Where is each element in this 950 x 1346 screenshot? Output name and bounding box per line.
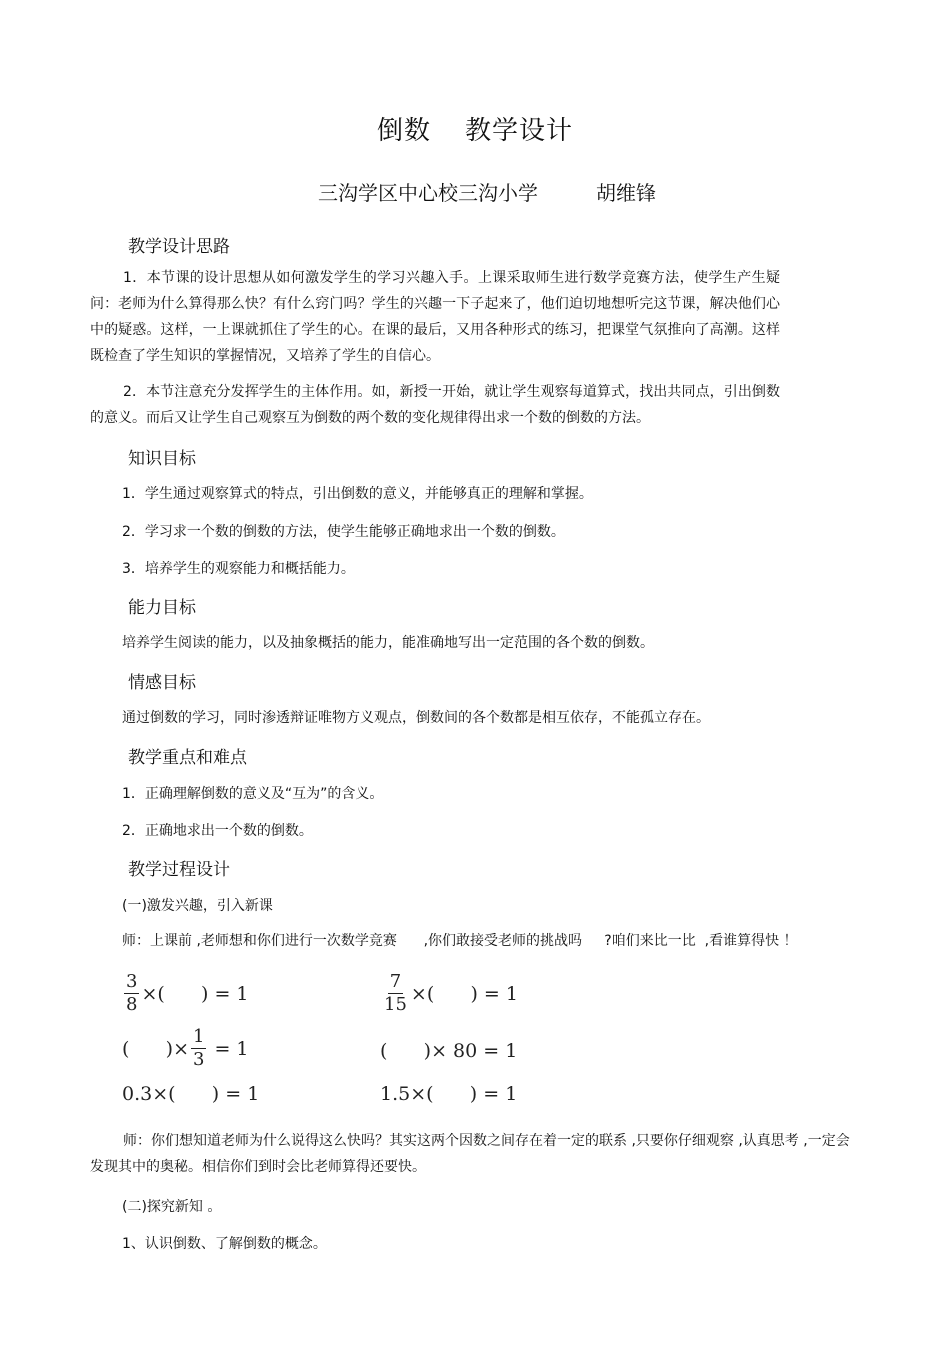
math-expression-5: 0.3×( ) = 1 bbox=[122, 1083, 260, 1105]
process-step-2: (二)探究新知 。 bbox=[122, 1199, 222, 1215]
knowledge-item-1: 1．学生通过观察算式的特点，引出倒数的意义，并能够真正的理解和掌握。 bbox=[122, 486, 593, 502]
title-type: 教学设计 bbox=[465, 116, 574, 146]
heading-process: 教学过程设计 bbox=[128, 860, 230, 880]
heading-key-points: 教学重点和难点 bbox=[128, 748, 247, 768]
heading-design: 教学设计思路 bbox=[128, 237, 230, 257]
teacher-line-1: 师：上课前 ,老师想和你们进行一次数学竞赛 ,你们敢接受老师的挑战吗 ?咱们来比一比 ,看谁算得快 ！ bbox=[122, 933, 798, 949]
fraction: $\frac{1}{3}$ bbox=[192, 1026, 205, 1070]
knowledge-item-3: 3．培养学生的观察能力和概括能力。 bbox=[122, 561, 355, 577]
fraction: $\frac{7}{15}$ bbox=[384, 971, 407, 1015]
knowledge-item-2: 2．学习求一个数的倒数的方法，使学生能够正确地求出一个数的倒数。 bbox=[122, 524, 565, 540]
author-name: 胡维锋 bbox=[596, 181, 656, 205]
ability-text: 培养学生阅读的能力，以及抽象概括的能力，能准确地写出一定范围的各个数的倒数。 bbox=[122, 635, 654, 651]
design-paragraph-1: 1．本节课的设计思想从如何激发学生的学习兴趣入手。上课采取师生进行数学竞赛方法，使学生产生疑问：老师为什么算得那么快？有什么窍门吗？学生的兴趣一下子起来了，他们迫切地想听完这节课，解决他们心中的疑惑。这样，一上课就抓住了学生的心。在课的最后，又用各种形式的练习，把课堂气氛推向了高潮。这样既检查了学生知识的掌握情况，又培养了学生的自信心。 bbox=[90, 270, 780, 364]
math-expression-6: 1.5×( ) = 1 bbox=[380, 1083, 518, 1105]
math-expression-1: $\frac{3}{8}$ ×( ) = 1 bbox=[126, 971, 249, 1015]
math-expression-4: ( )× 80 = 1 bbox=[380, 1040, 518, 1062]
author-line bbox=[318, 177, 656, 206]
heading-ability: 能力目标 bbox=[128, 598, 196, 618]
heading-emotion: 情感目标 bbox=[128, 673, 196, 693]
key-point-1: 1．正确理解倒数的意义及“互为”的含义。 bbox=[122, 786, 384, 802]
math-expression-3: ( )× $\frac{1}{3}$ = 1 bbox=[122, 1026, 249, 1070]
author-school: 三沟学区中心校三沟小学 bbox=[318, 181, 538, 205]
title-topic: 倒数 bbox=[376, 116, 431, 146]
key-point-2: 2．正确地求出一个数的倒数。 bbox=[122, 823, 313, 839]
emotion-text: 通过倒数的学习，同时渗透辩证唯物方义观点，倒数间的各个数都是相互依存，不能孤立存在。 bbox=[122, 710, 710, 726]
heading-knowledge: 知识目标 bbox=[128, 449, 196, 469]
fraction: $\frac{3}{8}$ bbox=[126, 971, 138, 1015]
teacher-line-2: 师：你们想知道老师为什么说得这么快吗？其实这两个因数之间存在着一定的联系 ,只要你仔细观察 ,认真思考 ,一定会发现其中的奥秘。相信你们到时会比老师算得还要快。 bbox=[90, 1133, 850, 1175]
math-expression-2: $\frac{7}{15}$ ×( ) = 1 bbox=[384, 971, 518, 1015]
document-title bbox=[0, 110, 950, 147]
process-step-2-item-1: 1、认识倒数、了解倒数的概念。 bbox=[122, 1236, 327, 1252]
design-paragraph-2: 2．本节注意充分发挥学生的主体作用。如，新授一开始，就让学生观察每道算式，找出共同点，引出倒数的意义。而后又让学生自己观察互为倒数的两个数的变化规律得出求一个数的倒数的方法。 bbox=[90, 384, 780, 426]
process-step-1: (一)激发兴趣，引入新课 bbox=[122, 898, 273, 914]
